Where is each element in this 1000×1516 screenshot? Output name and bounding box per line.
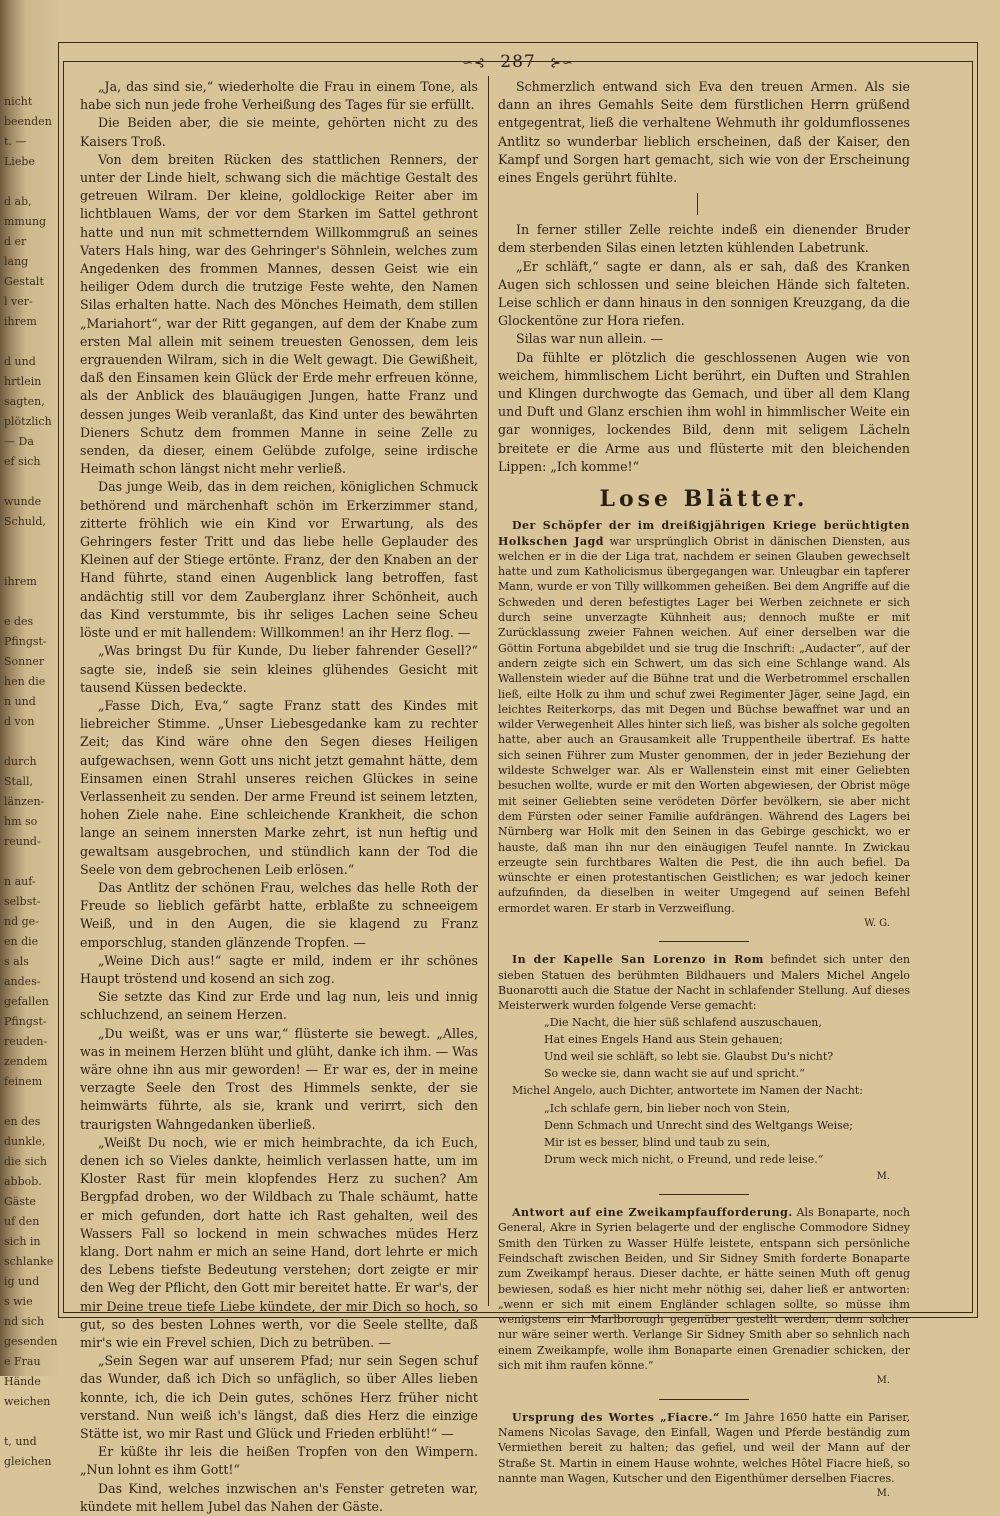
gutter-fragment: reuden- bbox=[4, 1035, 48, 1048]
article-fiacre bbox=[498, 1410, 910, 1502]
article-holk bbox=[498, 518, 910, 931]
gutter-fragment: dunkle, bbox=[4, 1135, 46, 1148]
gutter-fragment: die sich bbox=[4, 1155, 47, 1168]
paragraph: „Du weißt, was er uns war,“ flüsterte sie bewegt. „Alles, was in meinem Herzen blüht und glüht, danke ich ihm. — Was wäre ohne ihn aus mir geworden! — Er war es, der in meine verzagte Seele den Trost des Himmels senkte, der sie heimwärts führte, als sie, krank und verirrt, sich den traurigsten Wahngedanken überließ. bbox=[80, 1025, 478, 1132]
gutter-fragment: andes- bbox=[4, 975, 41, 988]
gutter-fragment: beenden bbox=[4, 115, 52, 128]
gutter-fragment bbox=[4, 1412, 56, 1432]
article-text: befindet sich unter den sieben Statuen des berühmten Bildhauers und Malers Michel Angelo Buonarotti auch die Statue der Nacht in schlafender Stellung. Auf dieses Meisterwerk wurden folgende Verse gemacht: bbox=[498, 953, 910, 1013]
gutter-fragment: ihrem bbox=[4, 315, 37, 328]
gutter-fragment: durch bbox=[4, 755, 37, 768]
gutter-fragment: e des bbox=[4, 615, 34, 628]
article-signature: M. bbox=[876, 1488, 890, 1500]
article-san-lorenzo bbox=[498, 952, 910, 1184]
gutter-fragment: d er bbox=[4, 235, 27, 248]
gutter-fragment: l ver- bbox=[4, 295, 33, 308]
gutter-fragment: en die bbox=[4, 935, 39, 948]
gutter-fragment: abbob. bbox=[4, 1175, 42, 1188]
paragraph: Silas war nun allein. — bbox=[516, 331, 664, 347]
article-signature: M. bbox=[876, 1375, 890, 1387]
gutter-fragment: Gäste bbox=[4, 1195, 36, 1208]
gutter-fragment: lang bbox=[4, 255, 29, 268]
right-column bbox=[498, 78, 910, 1501]
section-title: Lose Blätter. bbox=[599, 486, 809, 513]
gutter-fragment: gesenden bbox=[4, 1335, 58, 1348]
header-ornament-left-icon: ∽⊰ bbox=[462, 56, 486, 71]
paragraph: Drum weck mich nicht, o Freund, und rede leise.“ bbox=[544, 1152, 824, 1166]
paragraph: Und weil sie schläft, so lebt sie. Glaubst Du's nicht? bbox=[544, 1050, 834, 1064]
article-text: Im Jahre 1650 hatte ein Pariser, Namens Nicolas Savage, den Einfall, Wagen und Pferde beständig zum Vermiethen bereit zu halten; das gefiel, und weil der Mann auf der Straße St. Martin in einem Hause wohnte, welches Hôtel Fiacre hieß, so nannte man Wagen, Kutscher und den Eigenthümer derselben Fiacres. bbox=[498, 1410, 910, 1485]
page-number: 287 bbox=[500, 52, 536, 72]
article-divider bbox=[659, 941, 749, 942]
gutter-fragment: n auf- bbox=[4, 875, 36, 888]
paragraph: Da fühlte er plötzlich die geschlossenen Augen wie von weichem, himmlischem Licht berührt, ein Duften und Strahlen und Klingen durchwogte das Gemach, und über all dem Klang und Duft und Glanz erschien ihm wohl in himmlischer Weite ein gar wonniges, lockendes Bild, denn mit seligem Lächeln breitete er die Arme aus und flüsterte mit den bleichenden Lippen: „Ich komme!“ bbox=[498, 349, 910, 474]
paragraph: Die Beiden aber, die sie meinte, gehörten nicht zu des Kaisers Troß. bbox=[80, 115, 478, 149]
paragraph: Hat eines Engels Hand aus Stein gehauen; bbox=[544, 1033, 783, 1047]
gutter-fragment: ihrem bbox=[4, 575, 37, 588]
gutter-fragment: Sonner bbox=[4, 655, 45, 668]
article-signature: W. G. bbox=[864, 917, 890, 929]
header-ornament-right-icon: ⊱∽ bbox=[550, 56, 574, 71]
gutter-fragment bbox=[4, 852, 56, 872]
gutter-fragment bbox=[4, 1092, 56, 1112]
gutter-fragment bbox=[4, 732, 56, 752]
gutter-fragment: zendem bbox=[4, 1055, 48, 1068]
verse-block bbox=[498, 1015, 910, 1081]
gutter-fragment: reund- bbox=[4, 835, 41, 848]
gutter-fragment: hen die bbox=[4, 675, 46, 688]
article-text: war ursprünglich Obrist in dänischen Diensten, aus welchen er in die der Liga trat, nachdem er seinen Glauben gewechselt hatte und zum Katholicismus übergegangen war. Unleugbar ein tapferer Mann, wurde er von Tilly willkommen geheißen. Bei dem Angriffe auf die Schweden und deren befestigtes Lager bei Werben zeichnete er sich durch seine unverzagte Kühnheit aus; dennoch mußte er mit Zurücklassung zweier Fahnen weichen. Auf einer derselben war die Göttin Fortuna abgebildet und sie trug die Inschrift: „Audacter“, auf der andern zeigte sich ein Schwert, um das sich eine Schlange wand. Als Wallenstein wieder auf die Bühne trat und die Werbetrommel erschallen ließ, eilte Holk zu ihm und schuf zwei Regimenter Jäger, seine Jagd, ein leichtes Reiterkorps, das mit Degen und Büchse bewaffnet war und an wilder Verwegenheit Alles hinter sich ließ, was bisher als solche gegolten hatte, aber auch an Grausamkeit alle Truppentheile übertraf. Es hatte sich seinen Führer zum Muster genommen, der in jeder Beziehung der wildeste Schwelger war. Als er Wallenstein einst mit einer Geliebten besuchen wollte, wurde er mit den Worten abgewiesen, der Obrist möge mit seiner Geliebten seine verödeten Dörfer bevölkern, sie aber nicht dem Fürsten oder seiner Familie aufdrängen. Während des Lagers bei Nürnberg war Holk mit den Seinen in das Gebirge geschickt, wo er hauste, daß man ihn nur den einäugigen Teufel nannte. In Zwickau erzeugte sein furchtbares Walten die Pest, die ihn auch befiel. Da wünschte er einen protestantischen Geistlichen; es war jedoch keiner aufzufinden, da dieselben in weiter Umgegend auf seinen Befehl ermordet waren. Er starb in Verzweiflung. bbox=[498, 534, 910, 915]
gutter-fragment bbox=[4, 552, 56, 572]
gutter-fragment: länzen- bbox=[4, 795, 45, 808]
gutter-fragment: hm so bbox=[4, 815, 38, 828]
article-divider bbox=[659, 1399, 749, 1400]
paragraph: „Ja, das sind sie,“ wiederholte die Frau in einem Tone, als habe sich nun jede frohe Verheißung des Tages für sie erfüllt. bbox=[80, 79, 478, 113]
gutter-fragment: nd sich bbox=[4, 1315, 45, 1328]
article-lead: Antwort auf eine Zweikampfaufforderung. bbox=[512, 1206, 793, 1220]
gutter-fragment: — Da bbox=[4, 435, 34, 448]
gutter-fragment: s als bbox=[4, 955, 29, 968]
page-gutter bbox=[0, 0, 58, 1468]
adjacent-page-fragments bbox=[4, 92, 56, 1472]
paragraph: Sie setzte das Kind zur Erde und lag nun, leis und innig schluchzend, an seinem Herzen. bbox=[80, 989, 478, 1023]
gutter-fragment: t. — bbox=[4, 135, 27, 148]
gutter-fragment: gleichen bbox=[4, 1455, 52, 1468]
gutter-fragment: plötzlich bbox=[4, 415, 52, 428]
gutter-fragment: t, und bbox=[4, 1435, 37, 1448]
paragraph: Mir ist es besser, blind und taub zu sein, bbox=[544, 1135, 771, 1149]
paragraph: Das Kind, welches inzwischen an's Fenster getreten war, kündete mit hellem Jubel das Nahen der Gäste. bbox=[80, 1480, 478, 1514]
column-divider bbox=[488, 76, 489, 1306]
paragraph: „Was bringst Du für Kunde, Du lieber fahrender Gesell?“ sagte sie, indeß sie sein kleines glühendes Gesicht mit tausend Küssen bedeckte. bbox=[80, 643, 478, 695]
gutter-fragment: uf den bbox=[4, 1215, 40, 1228]
paragraph: Er küßte ihr leis die heißen Tropfen von den Wimpern. „Nun lohnt es ihm Gott!“ bbox=[80, 1444, 478, 1478]
gutter-fragment: Pfingst- bbox=[4, 1015, 47, 1028]
gutter-fragment: d ab, bbox=[4, 195, 32, 208]
gutter-fragment: d von bbox=[4, 715, 35, 728]
gutter-fragment: ef sich bbox=[4, 455, 41, 468]
gutter-fragment: wunde bbox=[4, 495, 42, 508]
gutter-fragment: sich in bbox=[4, 1235, 41, 1248]
gutter-fragment: Liebe bbox=[4, 155, 35, 168]
gutter-fragment: d und bbox=[4, 355, 36, 368]
article-lead: Der Schöpfer der im dreißigjährigen Kriege berüchtigten Holkschen Jagd bbox=[498, 519, 910, 548]
gutter-fragment: weichen bbox=[4, 1395, 51, 1408]
paragraph: „Weine Dich aus!“ sagte er mild, indem er ihr schönes Haupt tröstend und kosend an sich zog. bbox=[80, 952, 478, 986]
gutter-fragment: feinem bbox=[4, 1075, 43, 1088]
article-signature: M. bbox=[876, 1170, 890, 1182]
gutter-fragment: gefallen bbox=[4, 995, 49, 1008]
gutter-fragment: nd ge- bbox=[4, 915, 39, 928]
paragraph: „Die Nacht, die hier süß schlafend auszuschauen, bbox=[544, 1016, 822, 1030]
gutter-fragment: ig und bbox=[4, 1275, 40, 1288]
gutter-fragment: Gestalt bbox=[4, 275, 44, 288]
article-divider bbox=[659, 1194, 749, 1195]
paragraph: In ferner stiller Zelle reichte indeß ein dienender Bruder dem sterbenden Silas einen letzten kühlenden Labetrunk. bbox=[498, 222, 910, 256]
paragraph: Das junge Weib, das in dem reichen, königlichen Schmuck bethörend und märchenhaft schön im Erkerzimmer stand, zitterte fröhlich wie ein Kind vor Erwartung, als des Gehringers fester Tritt und das liebe helle Geplauder des Kleinen auf der Stiege ertönte. Franz, der den Knaben an der Hand führte, stand einen Augenblick lang betroffen, fast andächtig still vor dem Zauberglanz ihrer Schönheit, auch das Kind verstummte, bis ihr seliges Lachen seine Scheu löste und er mit hallendem: Willkommen! an ihr Herz flog. — bbox=[80, 479, 478, 641]
gutter-fragment bbox=[4, 592, 56, 612]
left-column bbox=[80, 78, 478, 1516]
paragraph: Das Antlitz der schönen Frau, welches das helle Roth der Freude so lieblich gefärbt hatte, erblaßte zu schneeigem Weiß, und in den Augen, die sie klagend zu Franz emporschlug, standen glänzende Tropfen. — bbox=[80, 879, 478, 950]
paragraph: „Weißt Du noch, wie er mich heimbrachte, da ich Euch, denen ich so Vieles dankte, heimlich verlassen hatte, um im Kloster Rast für mein klopfendes Herz zu suchen? Am Bergpfad droben, wo der Wildbach zu Thale schäumt, hatte er mich gefunden, dort hatte ich Rast gehalten, weil des Wassers Fall so lockend in mein schwaches müdes Herz klang. Dort nahm er mich an seine Hand, dort lehrte er mich des Lebens tiefste Bedeutung verstehen; dort zeigte er mir den Weg der Pflicht, den Gott mir bereitet hatte. Er war's, der mir Deine treue tiefe Liebe kündete, der mir Dich so hoch, so gut, so des besten Lohnes werth, vor die Seele stellte, daß mir's wie ein Frevel schien, Dich zu betrüben. — bbox=[80, 1134, 478, 1351]
paragraph: So wecke sie, dann wacht sie auf und spricht.“ bbox=[544, 1067, 805, 1081]
gutter-fragment bbox=[4, 532, 56, 552]
article-lead: Ursprung des Wortes „Fiacre.“ bbox=[512, 1410, 720, 1424]
paragraph: „Sein Segen war auf unserem Pfad; nur sein Segen schuf das Wunder, daß ich Dich so unfäglich, so über Alles lieben konnte, ich, die ich Dein gutes, schönes Herz früher nicht verstand. Nun weiß ich's längst, daß dies Herz die einzige Stätte ist, wo mir Rast und Glück und Frieden erblüht!“ — bbox=[80, 1353, 478, 1442]
gutter-fragment: hrtlein bbox=[4, 375, 42, 388]
gutter-fragment: sagten, bbox=[4, 395, 45, 408]
page-header bbox=[58, 52, 978, 72]
verse-bridge: Michel Angelo, auch Dichter, antwortete im Namen der Nacht: bbox=[512, 1084, 863, 1098]
book-page bbox=[58, 28, 978, 1514]
gutter-fragment bbox=[4, 332, 56, 352]
gutter-fragment bbox=[4, 472, 56, 492]
paragraph: „Er schläft,“ sagte er dann, als er sah, daß des Kranken Augen sich schlossen und seine bleichen Hände sich falteten. Leise schlich er dann hinaus in den sonnigen Kreuzgang, da die Glockentöne zur Hora riefen. bbox=[498, 258, 910, 329]
paragraph: Von dem breiten Rücken des stattlichen Renners, der unter der Linde hielt, schwang sich die mächtige Gestalt des getreuen Wilram. Der kleine, goldlockige Reiter aber im lichtblauen Wams, der vor dem Starken im Sattel gethront hatte und nun mit schmetterndem Willkommgruß an seines Vaters Hals hing, war des Gehringer's Söhnlein, welches zum Angedenken des frommen Mannes, dessen Geist wie ein heiliger Odem durch die trutzige Feste wehte, den Namen Silas erhalten hatte. Nach des Mönches Heimath, dem stillen „Mariahort“, war der Ritt gegangen, auf dem der Knabe zum ersten Mal allein mit seinem treuesten Genossen, dem leis ergrauenden Wilram, sich in die Welt gewagt. Die Gewißheit, daß den Einsamen kein Glück der Erde mehr erfreuen könne, als der Anblick des blauäugigen Jungen, hatte Franz und dessen junges Weib veranlaßt, das Kind unter des bewährten Dieners Schutz dem frommen Manne in seine Zelle zu senden, da dieser, einem Gelübde zufolge, seine irdische Heimath schon längst nicht mehr verließ. bbox=[80, 151, 478, 477]
paragraph: Denn Schmach und Unrecht sind des Weltgangs Weise; bbox=[544, 1118, 853, 1132]
gutter-fragment: s wie bbox=[4, 1295, 33, 1308]
paragraph: „Ich schlafe gern, bin lieber noch von Stein, bbox=[544, 1101, 791, 1115]
gutter-fragment: en des bbox=[4, 1115, 41, 1128]
paragraph: „Fasse Dich, Eva,“ sagte Franz statt des Kindes mit liebreicher Stimme. „Unser Liebesgedanke kam zu rechter Zeit; das Kind wäre ohne den Segen dieses Heiligen aufgewachsen, wenn Gott uns nicht jetzt gemahnt hätte, dem Einsamen einen Strahl unseres reichen Glückes in seine Verlassenheit zu senden. Der arme Freund ist seinem letzten, hohen Ziele nahe. Eine schleichende Krankheit, die schon lange an seinem innersten Marke zehrt, ist nun heftig und gewaltsam ausgebrochen, und stündlich kann der Tod die Seele von dem gebrochenen Leib erlösen.“ bbox=[80, 697, 478, 877]
article-lead: In der Kapelle San Lorenzo in Rom bbox=[512, 953, 764, 967]
gutter-fragment: Pfingst- bbox=[4, 635, 47, 648]
paragraph: Schmerzlich entwand sich Eva den treuen Armen. Als sie dann an ihres Gemahls Seite dem fürstlichen Herrn grüßend entgegentrat, ließ die verhaltene Wehmuth ihr goldumflossenes Antlitz so wunderbar lieblich erscheinen, daß der Kaiser, den Kampf und Sorgen hart gemacht, sich wie von der Erscheinung eines Engels gerührt fühlte. bbox=[498, 79, 910, 186]
gutter-fragment: e Frau bbox=[4, 1355, 41, 1368]
gutter-fragment: Stall, bbox=[4, 775, 34, 788]
gutter-fragment: selbst- bbox=[4, 895, 41, 908]
gutter-fragment: nicht bbox=[4, 95, 33, 108]
gutter-fragment: Schuld, bbox=[4, 515, 46, 528]
gutter-fragment: schlanke bbox=[4, 1255, 54, 1268]
gutter-fragment: Hände bbox=[4, 1375, 41, 1388]
gutter-fragment: n und bbox=[4, 695, 36, 708]
gutter-fragment bbox=[4, 172, 56, 192]
article-zweikampf bbox=[498, 1205, 910, 1389]
verse-block bbox=[498, 1101, 910, 1167]
gutter-fragment: mmung bbox=[4, 215, 47, 228]
section-separator bbox=[697, 193, 712, 215]
article-text: Als Bonaparte, noch General, Akre in Syrien belagerte und der englische Commodore Sidney Smith den Türken zu Wasser Hülfe leistete, entspann sich persönliche Feindschaft zwischen Beiden, und Sir Sidney Smith forderte Bonaparte zum Zweikampf heraus. Dieser dachte, er hätte seinen Muth oft genug bewiesen, sodaß es hier nicht mehr nöthig sei, daher ließ er antworten: „wenn er sich mit einem Engländer schlagen sollte, so müsse ihm wenigstens ein Marlborough gegenüber gestellt werden, denn solcher nur wäre seiner werth. Verlange Sir Sidney Smith aber so sehnlich nach einem Zweikampfe, wolle ihm Bonaparte einen Grenadier schicken, der sich mit ihm raufen könne.“ bbox=[498, 1206, 910, 1373]
